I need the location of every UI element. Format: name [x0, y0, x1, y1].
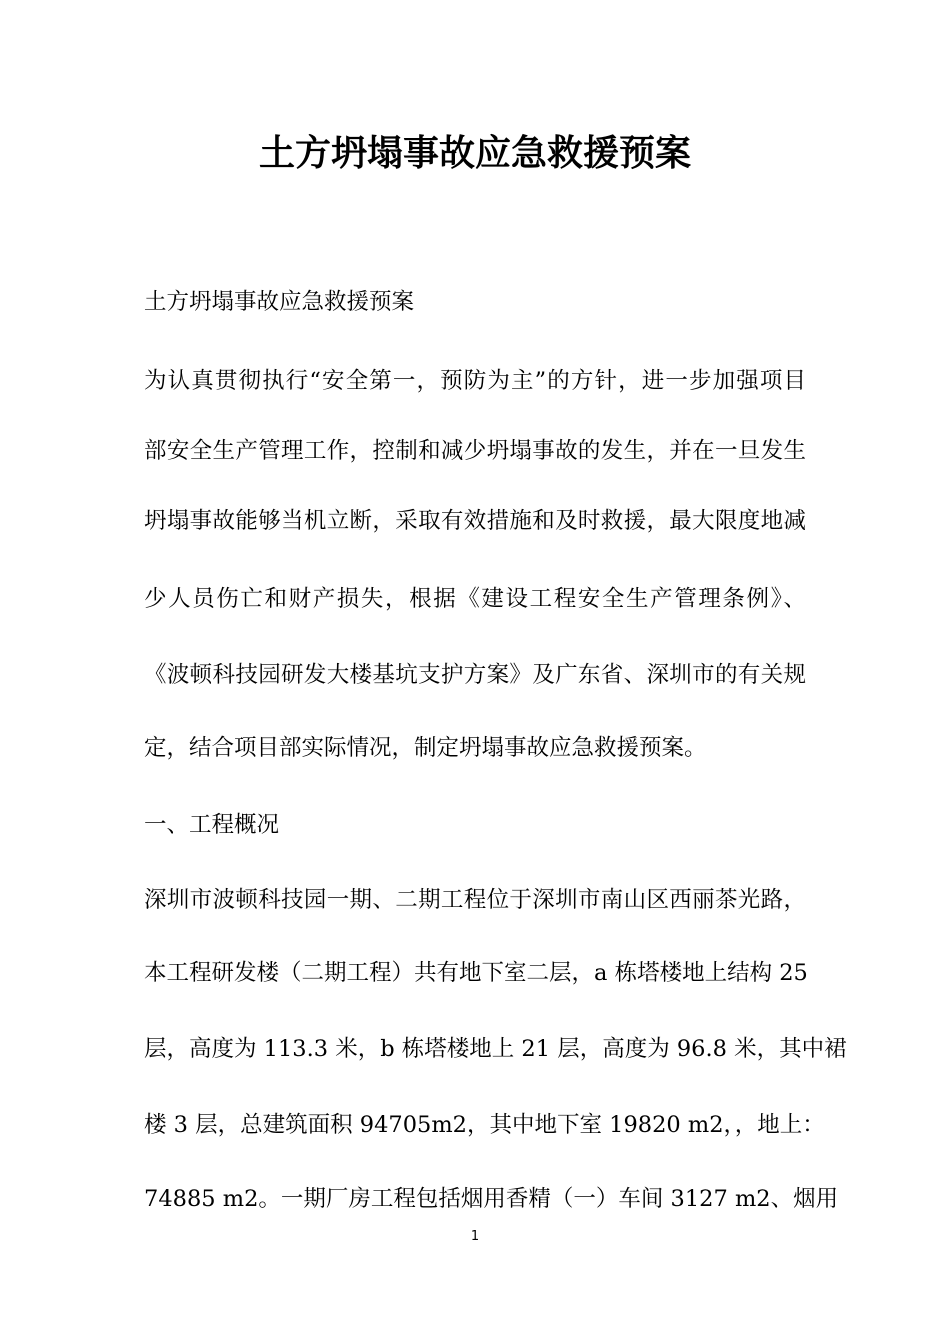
subtitle-line: 土方坍塌事故应急救援预案 — [144, 289, 415, 315]
body-line: 《波顿科技园研发大楼基坑支护方案》及广东省、深圳市的有关规 — [144, 662, 806, 688]
body-line: 部安全生产管理工作，控制和减少坍塌事故的发生，并在一旦发生 — [144, 438, 806, 464]
body-line: 74885 m2。一期厂房工程包括烟用香精（一）车间 3127 m2、烟用 — [144, 1186, 839, 1212]
body-line: 坍塌事故能够当机立断，采取有效措施和及时救援，最大限度地减 — [144, 508, 806, 534]
body-line: 深圳市波顿科技园一期、二期工程位于深圳市南山区西丽茶光路， — [144, 887, 806, 913]
body-line: 为认真贯彻执行“安全第一，预防为主”的方针，进一步加强项目 — [144, 368, 806, 394]
body-line: 楼 3 层，总建筑面积 94705m2，其中地下室 19820 m2，，地上： — [144, 1112, 825, 1138]
body-line: 本工程研发楼（二期工程）共有地下室二层，a 栋塔楼地上结构 25 — [144, 960, 808, 986]
page-number: 1 — [470, 1229, 480, 1244]
section-heading: 一、工程概况 — [144, 812, 280, 838]
document-title: 土方坍塌事故应急救援预案 — [258, 132, 691, 174]
body-line: 少人员伤亡和财产损失，根据《建设工程安全生产管理条例》、 — [144, 586, 806, 612]
body-line: 层，高度为 113.3 米，b 栋塔楼地上 21 层，高度为 96.8 米，其中裙 — [144, 1036, 847, 1062]
body-line: 定，结合项目部实际情况，制定坍塌事故应急救援预案。 — [144, 735, 707, 761]
